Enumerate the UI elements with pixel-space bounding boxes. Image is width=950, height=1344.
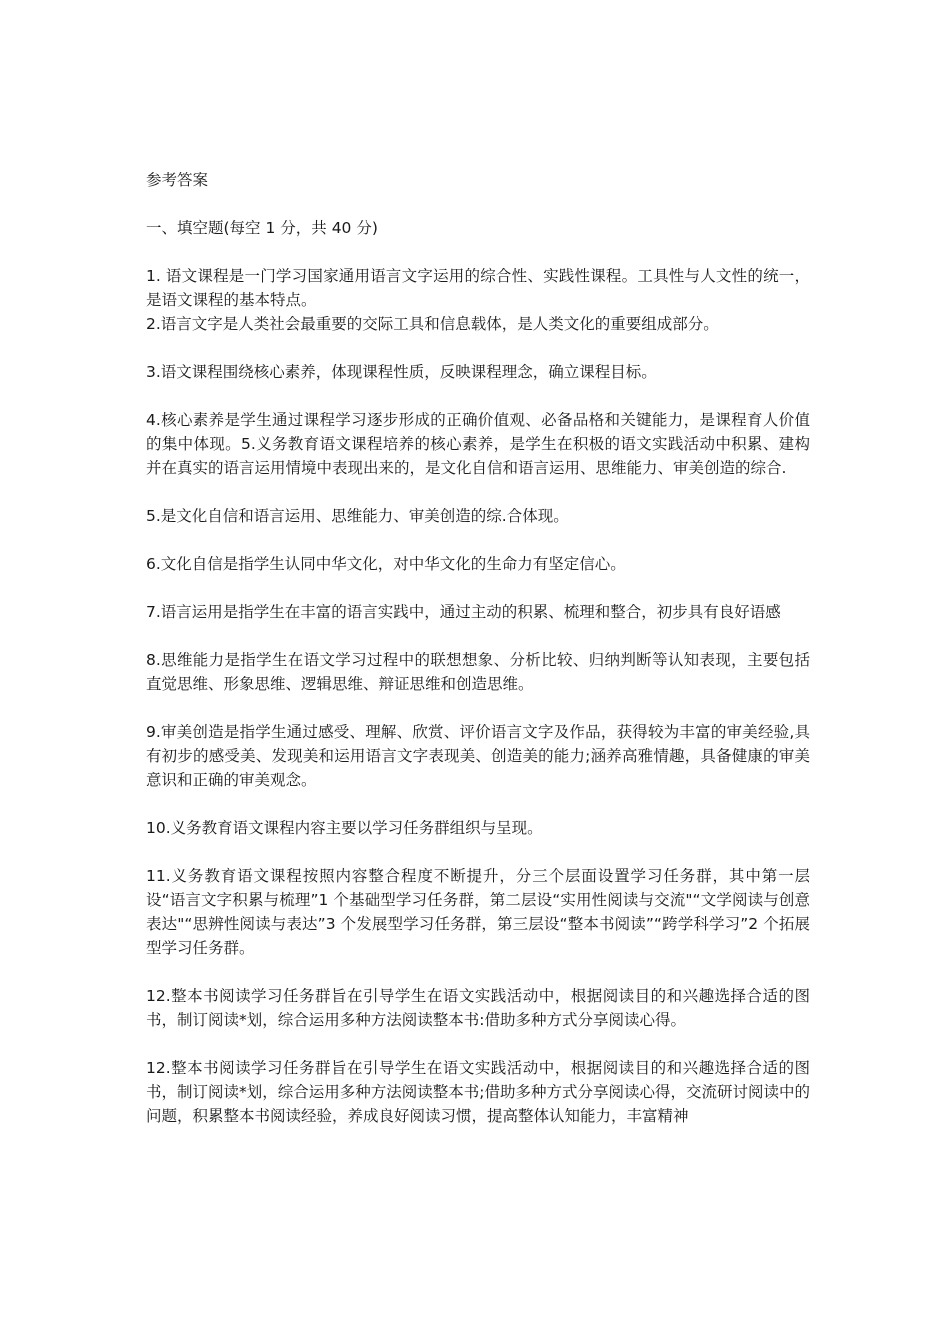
document-heading: 参考答案 — [146, 171, 209, 189]
answer-paragraph-7: 7.语言运用是指学生在丰富的语言实践中，通过主动的积累、梳理和整合，初步具有良好语感 — [146, 603, 781, 621]
answer-paragraph-4: 4.核心素养是学生通过课程学习逐步形成的正确价值观、必备品格和关键能力，是课程育人价值的集中体现。5.义务教育语文课程培养的核心素养，是学生在积极的语文实践活动中积累、建构并在真实的语言运用情境中表现出来的，是文化自信和语言运用、思维能力、审美创造的综合. — [146, 411, 810, 477]
answer-paragraph-10: 10.义务教育语文课程内容主要以学习任务群组织与呈现。 — [146, 819, 543, 837]
answer-paragraph-5: 5.是文化自信和语言运用、思维能力、审美创造的综.合体现。 — [146, 507, 569, 525]
answer-paragraph-3: 3.语文课程围绕核心素养，体现课程性质，反映课程理念，确立课程目标。 — [146, 363, 657, 381]
answer-paragraph-8: 8.思维能力是指学生在语文学习过程中的联想想象、分析比较、归纳判断等认知表现，主要包括直觉思维、形象思维、逻辑思维、辩证思维和创造思维。 — [146, 651, 810, 693]
section-title: 一、填空题(每空 1 分，共 40 分) — [146, 219, 378, 237]
answer-paragraph-12b: 12.整本书阅读学习任务群旨在引导学生在语文实践活动中，根据阅读目的和兴趣选择合适的图书，制订阅读*划，综合运用多种方法阅读整本书;借助多种方式分享阅读心得，交流研讨阅读中的问题，积累整本书阅读经验，养成良好阅读习惯，提高整体认知能力，丰富精神 — [146, 1059, 810, 1125]
answer-paragraph-1: 1. 语文课程是一门学习国家通用语言文字运用的综合性、实践性课程。工具性与人文性的统一，是语文课程的基本特点。 — [146, 267, 810, 309]
answer-paragraph-11: 11.义务教育语文课程按照内容整合程度不断提升，分三个层面设置学习任务群，其中第一层设“语言文字积累与梳理”1 个基础型学习任务群，第二层设“实用性阅读与交流"“文学阅读与创意表达"“思辨性阅读与表达”3 个发展型学习任务群，第三层设“整本书阅读”“跨学科学习”2 个拓展型学习任务群。 — [146, 867, 810, 957]
answer-paragraph-9: 9.审美创造是指学生通过感受、理解、欣赏、评价语言文字及作品，获得较为丰富的审美经验,具有初步的感受美、发现美和运用语言文字表现美、创造美的能力;涵养高雅情趣，具备健康的审美意识和正确的审美观念。 — [146, 723, 810, 789]
answer-paragraph-2: 2.语言文字是人类社会最重要的交际工具和信息载体，是人类文化的重要组成部分。 — [146, 315, 719, 333]
document-body — [146, 168, 810, 1128]
answer-paragraph-12a: 12.整本书阅读学习任务群旨在引导学生在语文实践活动中，根据阅读目的和兴趣选择合适的图书，制订阅读*划，综合运用多种方法阅读整本书:借助多种方式分享阅读心得。 — [146, 987, 810, 1029]
answer-paragraph-6: 6.文化自信是指学生认同中华文化，对中华文化的生命力有坚定信心。 — [146, 555, 626, 573]
